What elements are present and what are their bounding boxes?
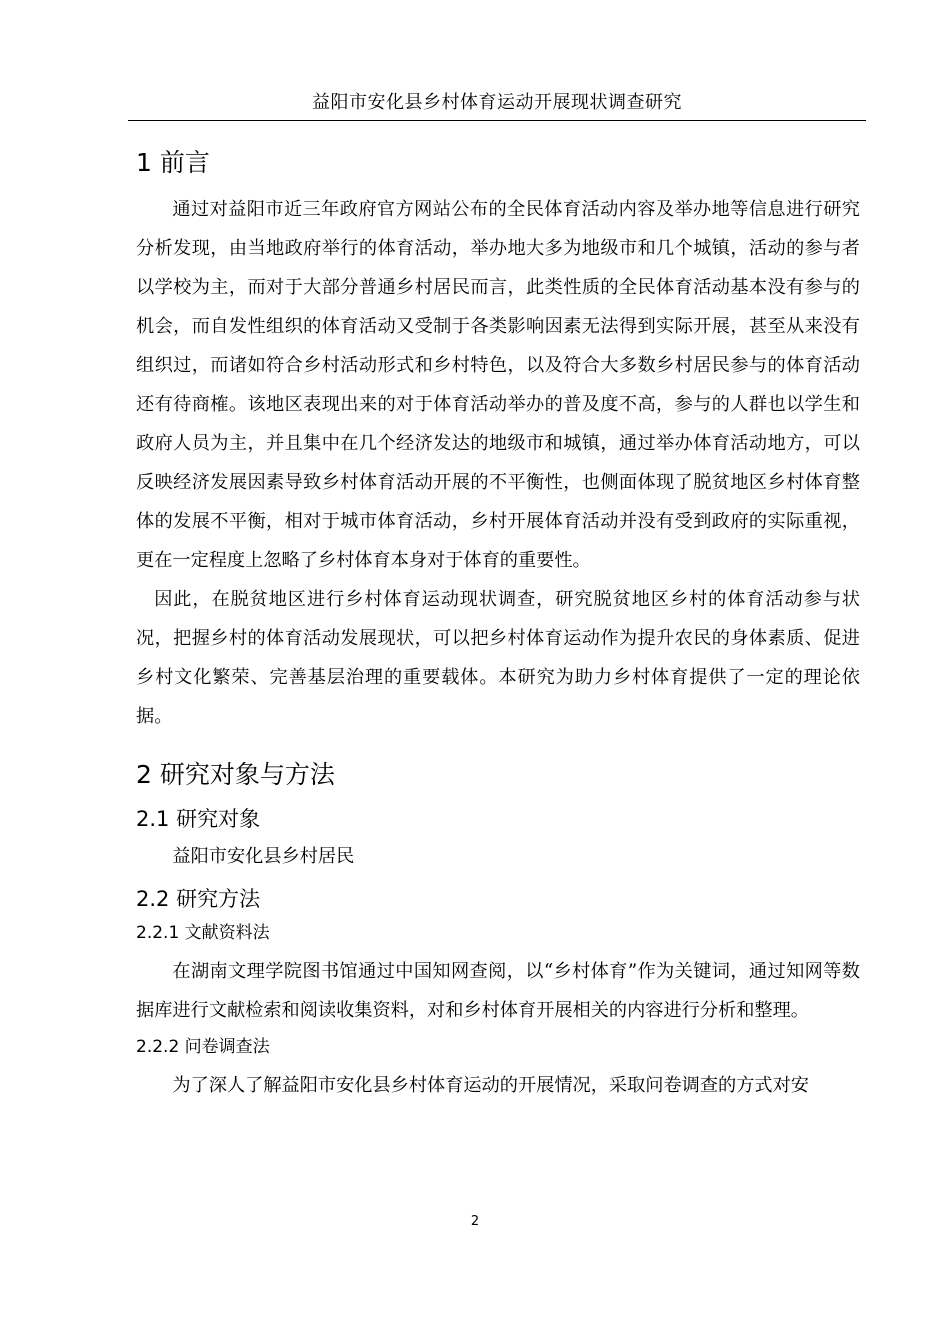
questionnaire-method-paragraph: 为了深人了解益阳市安化县乡村体育运动的开展情况，采取问卷调查的方式对安 bbox=[172, 1075, 809, 1096]
literature-method-paragraph: 在湖南文理学院图书馆通过中国知网查阅，以“乡村体育”作为关键词，通过知网等数据库进行文献检索和阅读收集资料，对和乡村体育开展相关的内容进行分析和整理。 bbox=[136, 961, 860, 1021]
research-object-text: 益阳市安化县乡村居民 bbox=[172, 846, 355, 867]
section-heading-objects-and-methods: 2 研究对象与方法 bbox=[136, 760, 335, 789]
introduction-paragraph-2: 因此，在脱贫地区进行乡村体育运动现状调查，研究脱贫地区乡村的体育活动参与状况，把握乡村的体育活动发展现状，可以把乡村体育运动作为提升农民的身体素质、促进乡村文化繁荣、完善基层治理的重要载体。本研究为助力乡村体育提供了一定的理论依据。 bbox=[136, 589, 860, 727]
introduction-paragraph-1: 通过对益阳市近三年政府官方网站公布的全民体育活动内容及举办地等信息进行研究分析发现，由当地政府举行的体育活动，举办地大多为地级市和几个城镇，活动的参与者以学校为主，而对于大部分普通乡村居民而言，此类性质的全民体育活动基本没有参与的机会，而自发性组织的体育活动又受制于各类影响因素无法得到实际开展，甚至从来没有组织过，而诸如符合乡村活动形式和乡村特色，以及符合大多数乡村居民参与的体育活动还有待商榷。该地区表现出来的对于体育活动举办的普及度不高，参与的人群也以学生和政府人员为主，并且集中在几个经济发达的地级市和城镇，通过举办体育活动地方，可以反映经济发展因素导致乡村体育活动开展的不平衡性，也侧面体现了脱贫地区乡村体育整体的发展不平衡，相对于城市体育活动，乡村开展体育活动并没有受到政府的实际重视，更在一定程度上忽略了乡村体育本身对于体育的重要性。 bbox=[136, 199, 860, 571]
subsection-heading-research-object: 2.1 研究对象 bbox=[136, 807, 261, 831]
section-heading-introduction: 1 前言 bbox=[136, 148, 210, 177]
document-body bbox=[136, 140, 860, 1105]
subsubsection-heading-literature-method: 2.2.1 文献资料法 bbox=[136, 923, 270, 943]
running-header-title: 益阳市安化县乡村体育运动开展现状调查研究 bbox=[312, 92, 682, 113]
subsection-heading-research-methods: 2.2 研究方法 bbox=[136, 887, 261, 911]
subsubsection-heading-questionnaire-method: 2.2.2 问卷调查法 bbox=[136, 1037, 270, 1057]
header-rule bbox=[128, 120, 866, 121]
page-number: 2 bbox=[470, 1214, 480, 1229]
